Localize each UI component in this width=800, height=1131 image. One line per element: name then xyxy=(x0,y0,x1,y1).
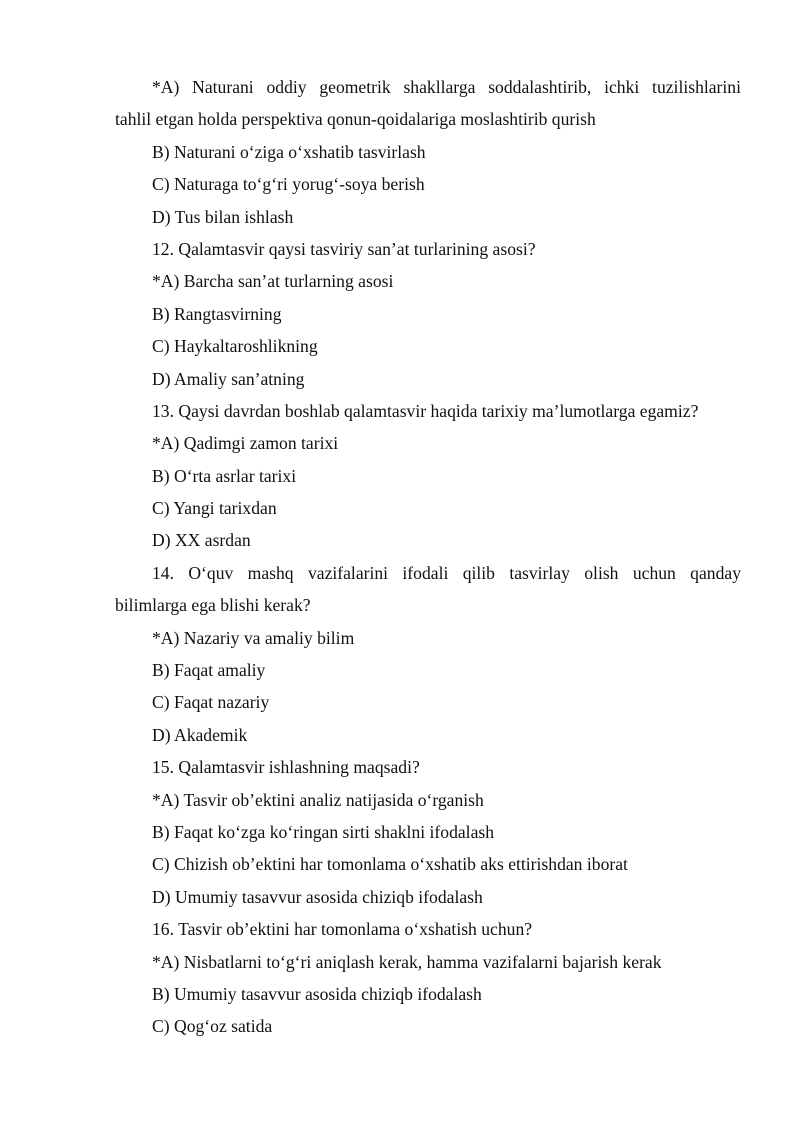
answer-option-correct: *A) Barcha san’at turlarning asosi xyxy=(152,271,394,292)
question: 16. Tasvir ob’ektini har tomonlama o‘xshatish uchun? xyxy=(152,919,533,940)
question: 14. O‘quv mashq vazifalarini ifodali qilib tasvirlay olish uchun qanday xyxy=(152,562,741,583)
answer-option: D) Umumiy tasavvur asosida chiziqb ifodalash xyxy=(152,886,483,907)
answer-option: D) XX asrdan xyxy=(152,530,251,551)
answer-option-correct: *A) Nisbatlarni to‘g‘ri aniqlash kerak, hamma vazifalarni bajarish kerak xyxy=(152,951,662,972)
answer-option: C) Yangi tarixdan xyxy=(152,498,277,519)
answer-option: D) Amaliy san’atning xyxy=(152,368,305,389)
answer-option-correct: *A) Qadimgi zamon tarixi xyxy=(152,433,339,454)
answer-option: C) Qog‘oz satida xyxy=(152,1016,273,1037)
answer-option: B) Naturani o‘ziga o‘xshatib tasvirlash xyxy=(152,141,426,162)
question: 15. Qalamtasvir ishlashning maqsadi? xyxy=(152,757,420,778)
question: 12. Qalamtasvir qaysi tasviriy san’at turlarining asosi? xyxy=(152,238,536,259)
question-cont: bilimlarga ega blishi kerak? xyxy=(115,595,311,616)
answer-option: B) O‘rta asrlar tarixi xyxy=(152,465,297,486)
answer-option: D) Akademik xyxy=(152,724,248,745)
answer-option: C) Chizish ob’ektini har tomonlama o‘xshatib aks ettirishdan iborat xyxy=(152,854,628,875)
answer-option: B) Rangtasvirning xyxy=(152,303,282,324)
answer-option-correct: *A) Nazariy va amaliy bilim xyxy=(152,627,355,648)
answer-option-correct: *A) Naturani oddiy geometrik shakllarga soddalashtirib, ichki tuzilishlarini xyxy=(152,77,741,97)
question: 13. Qaysi davrdan boshlab qalamtasvir haqida tarixiy ma’lumotlarga egamiz? xyxy=(152,400,699,421)
answer-option-correct-cont: tahlil etgan holda perspektiva qonun-qoidalariga moslashtirib qurish xyxy=(115,109,596,130)
answer-option: B) Faqat ko‘zga ko‘ringan sirti shaklni ifodalash xyxy=(152,821,495,842)
answer-option: D) Tus bilan ishlash xyxy=(152,206,294,227)
answer-option: B) Faqat amaliy xyxy=(152,660,266,681)
answer-option: C) Faqat nazariy xyxy=(152,692,270,713)
answer-option: C) Haykaltaroshlikning xyxy=(152,336,318,357)
answer-option: C) Naturaga to‘g‘ri yorug‘-soya berish xyxy=(152,174,425,195)
answer-option-correct: *A) Tasvir ob’ektini analiz natijasida o‘rganish xyxy=(152,789,484,810)
document-body xyxy=(115,71,741,1043)
answer-option: B) Umumiy tasavvur asosida chiziqb ifodalash xyxy=(152,983,482,1004)
